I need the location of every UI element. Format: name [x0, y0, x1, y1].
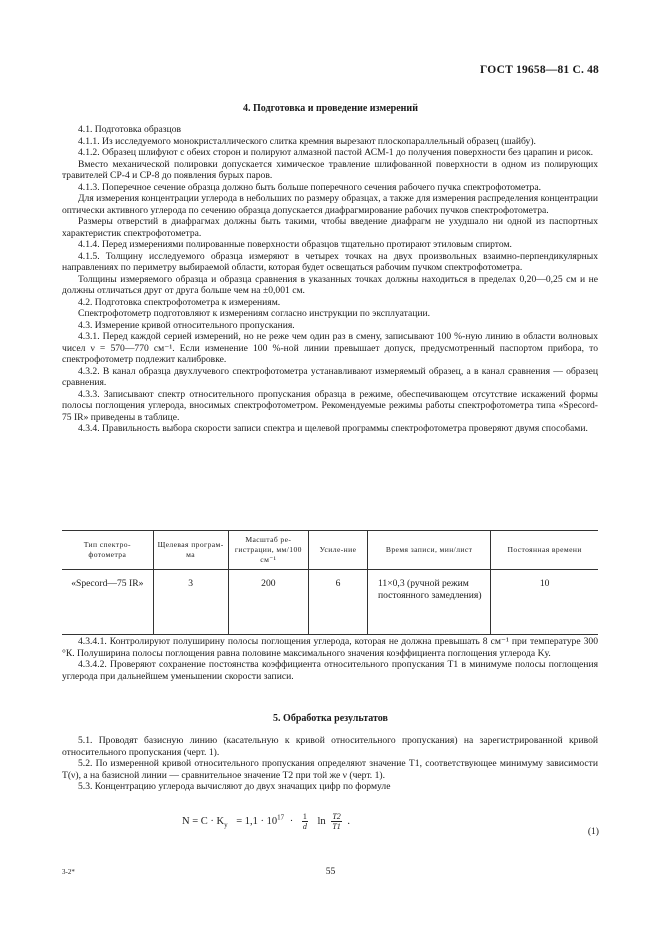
paragraph: 5.1. Проводят базисную линию (касательную к кривой относительного пропускания) на зарегистрированной кривой относительного пропускания (черт. 1). — [62, 735, 598, 758]
paragraph: Размеры отверстий в диафрагмах должны быть такими, чтобы введение диафрагм не ухудшало ни одной из паспортных характеристик спектрофотометра. — [62, 216, 598, 239]
paragraph: 4.1.4. Перед измерениями полированные поверхности образцов тщательно протирают этиловым спиртом. — [78, 239, 512, 250]
paragraph: 4.3.2. В канал образца двухлучевого спектрофотометра устанавливают измеряемый образец, а в канал сравнения — образец сравнения. — [62, 365, 598, 388]
paragraph: 4.1. Подготовка образцов — [78, 124, 182, 135]
after-table-body — [62, 636, 598, 682]
equation-number: (1) — [587, 826, 599, 837]
table-cell: 3 — [153, 570, 228, 635]
table-header-row — [62, 531, 598, 570]
formula-fraction-2 — [331, 812, 341, 831]
paragraph: 5.3. Концентрацию углерода вычисляют до двух значащих цифр по формуле — [78, 781, 391, 792]
table-header-cell: Масштаб ре-гистрации, мм/100 см⁻¹ — [228, 531, 308, 570]
paragraph: Для измерения концентрации углерода в небольших по размеру образцах, а также для измерения распределения концентрации оптически активного углерода по сечению образца допускается диафрагмирование рабочих пучков спектрофотометра. — [62, 193, 598, 216]
formula-end: . — [347, 816, 351, 827]
formula-sub: у — [224, 821, 228, 829]
paragraph: 4.1.3. Поперечное сечение образца должно быть больше поперечного сечения рабочего пучка спектрофотометра. — [78, 181, 541, 193]
table-cell: 6 — [309, 570, 368, 635]
section-4-title: 4. Подготовка и проведение измерений — [243, 103, 418, 114]
paragraph: 4.1.5. Толщину исследуемого образца измеряют в четырех точках на двух произвольных взаимно-перпендикулярных направлениях по периметру выбираемой области, которая будет освещаться рабочим пучком спектрофотометра. — [62, 250, 598, 273]
formula-dot: · — [289, 816, 294, 827]
section-5-body — [62, 735, 598, 793]
table-header-cell: Время записи, мин/лист — [367, 531, 490, 570]
page-header: ГОСТ 19658—81 С. 48 — [480, 64, 599, 76]
fraction-numerator: T2 — [332, 812, 341, 821]
paragraph: 4.1.1. Из исследуемого монокристаллического слитка кремния вырезают плоскопараллельный образец (шайбу). — [78, 135, 536, 147]
table-header-cell: Усиле-ние — [309, 531, 368, 570]
footnote-mark: 3-2* — [62, 868, 75, 876]
fraction-denominator: T1 — [332, 822, 341, 831]
fraction-numerator: 1 — [302, 812, 307, 821]
table-cell: 200 — [228, 570, 308, 635]
section-5-title: 5. Обработка результатов — [273, 713, 388, 724]
table-header-cell: Щелевая програм-ма — [153, 531, 228, 570]
formula-lhs: N = C · K — [182, 816, 225, 827]
paragraph: 4.1.2. Образец шлифуют с обеих сторон и полируют алмазной пастой АСМ-1 до получения поверхности без царапин и рисок. — [78, 147, 594, 158]
paragraph: 5.2. По измеренной кривой относительного пропускания определяют значение T1, соответствующее минимуму зависимости T(ν), а на базисной линии — сравнительное значение T2 при той же ν (черт. 1). — [62, 758, 598, 781]
paragraph: 4.2. Подготовка спектрофотометра к измерениям. — [78, 296, 281, 308]
recommended-modes-table — [62, 530, 598, 635]
table-cell: 10 — [491, 570, 598, 635]
page-number: 55 — [325, 866, 336, 877]
table-row — [62, 570, 598, 635]
paragraph: 4.3.4.1. Контролируют полуширину полосы поглощения углерода, которая не должна превышать 8 см⁻¹ при температуре 300 °К. Полуширина полосы поглощения равна половине максимального значения коэффициента поглощения углерода Kу. — [62, 636, 598, 659]
formula-exp: 17 — [277, 813, 285, 822]
formula-ln: ln — [317, 816, 326, 827]
paragraph: 4.3. Измерение кривой относительного пропускания. — [78, 319, 295, 331]
paragraph: Вместо механической полировки допускается химическое травление шлифованной поверхности в одном из полирующих травителей СР-4 и СР-8 до появления бурых паров. — [62, 158, 598, 181]
section-4-body — [62, 124, 598, 435]
table-cell: 11×0,3 (ручной режим постоянного замедления) — [367, 570, 490, 635]
formula-1 — [182, 812, 350, 831]
table-cell: «Specord—75 IR» — [62, 570, 153, 635]
paragraph: 4.3.4. Правильность выбора скорости записи спектра и щелевой программы спектрофотометра проверяют двумя способами. — [78, 423, 588, 434]
paragraph: Спектрофотометр подготовляют к измерениям согласно инструкции по эксплуатации. — [78, 308, 431, 319]
formula-fraction-1 — [302, 812, 308, 831]
fraction-denominator: d — [302, 822, 307, 831]
formula-mid: = 1,1 · 10 — [236, 816, 278, 827]
paragraph: 4.3.4.2. Проверяют сохранение постоянства коэффициента относительного пропускания T1 в минимуме полосы поглощения углерода при дальнейшем уменьшении скорости записи. — [62, 659, 598, 682]
paragraph: Толщины измеряемого образца и образца сравнения в указанных точках должны находиться в пределах 0,20—0,25 см и не должны отличаться друг от друга больше чем на ±0,001 см. — [62, 273, 598, 296]
paragraph: 4.3.3. Записывают спектр относительного пропускания образца в режиме, обеспечивающем отсутствие искажений формы полосы поглощения углерода, вносимых спектрофотометром. Рекомендуемые режимы работы спектрофотометра типа «Specord-75 IR» приведены в таблице. — [62, 388, 598, 423]
table-header-cell: Тип спектро-фотометра — [62, 531, 153, 570]
paragraph: 4.3.1. Перед каждой серией измерений, но не реже чем один раз в смену, записывают 100 %-ную линию в области волновых чисел ν = 570—770 см⁻¹. Если изменение 100 %-ной линии превышает допуск, предусмотренный паспортом прибора, то спектрофотометр подлежит калибровке. — [62, 331, 598, 365]
table-header-cell: Постоянная времени — [491, 531, 598, 570]
